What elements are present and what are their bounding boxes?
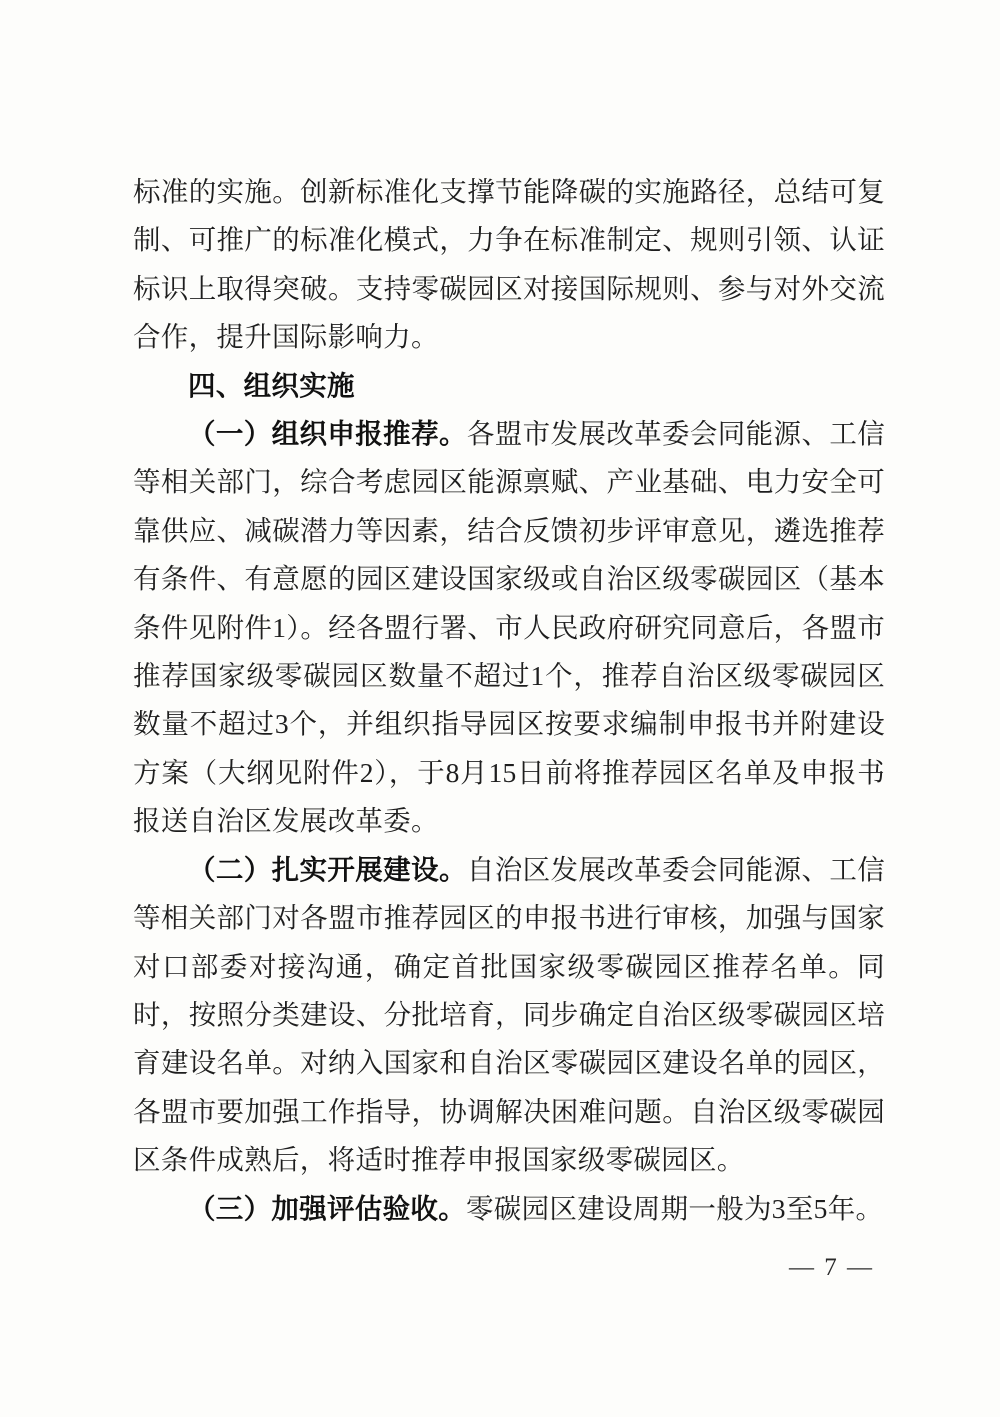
- paragraph-2-lead: （二）扎实开展建设。: [188, 853, 467, 885]
- paragraph-2: [133, 846, 885, 1185]
- paragraph-1-text: 各盟市发展改革委会同能源、工信等相关部门，综合考虑园区能源禀赋、产业基础、电力安全可靠供应、减碳潜力等因素，结合反馈初步评审意见，遴选推荐有条件、有意愿的园区建设国家级或自治区级零碳园区（基本条件见附件1）。经各盟行署、市人民政府研究同意后，各盟市推荐国家级零碳园区数量不超过1个，推荐自治区级零碳园区数量不超过3个，并组织指导园区按要求编制申报书并附建设方案（大纲见附件2），于8月15日前将推荐园区名单及申报书报送自治区发展改革委。: [133, 418, 886, 837]
- page-number: — 7 —: [789, 1254, 874, 1281]
- section-heading: 四、组织实施: [188, 369, 355, 401]
- paragraph-1: [133, 410, 885, 846]
- paragraph-3-text: 零碳园区建设周期一般为3至5年。: [466, 1192, 884, 1224]
- paragraph-continuation: 标准的实施。创新标准化支撑节能降碳的实施路径，总结可复制、可推广的标准化模式，力争在标准制定、规则引领、认证标识上取得突破。支持零碳园区对接国际规则、参与对外交流合作，提升国际影响力。: [133, 176, 885, 353]
- paragraph-2-text: 自治区发展改革委会同能源、工信等相关部门对各盟市推荐园区的申报书进行审核，加强与国家对口部委对接沟通，确定首批国家级零碳园区推荐名单。同时，按照分类建设、分批培育，同步确定自治区级零碳园区培育建设名单。对纳入国家和自治区零碳园区建设名单的园区，各盟市要加强工作指导，协调解决困难问题。自治区级零碳园区条件成熟后，将适时推荐申报国家级零碳园区。: [133, 853, 886, 1176]
- document-body: [133, 168, 885, 1233]
- paragraph-1-lead: （一）组织申报推荐。: [188, 418, 467, 450]
- paragraph-3: [133, 1185, 885, 1233]
- paragraph-3-lead: （三）加强评估验收。: [188, 1192, 466, 1224]
